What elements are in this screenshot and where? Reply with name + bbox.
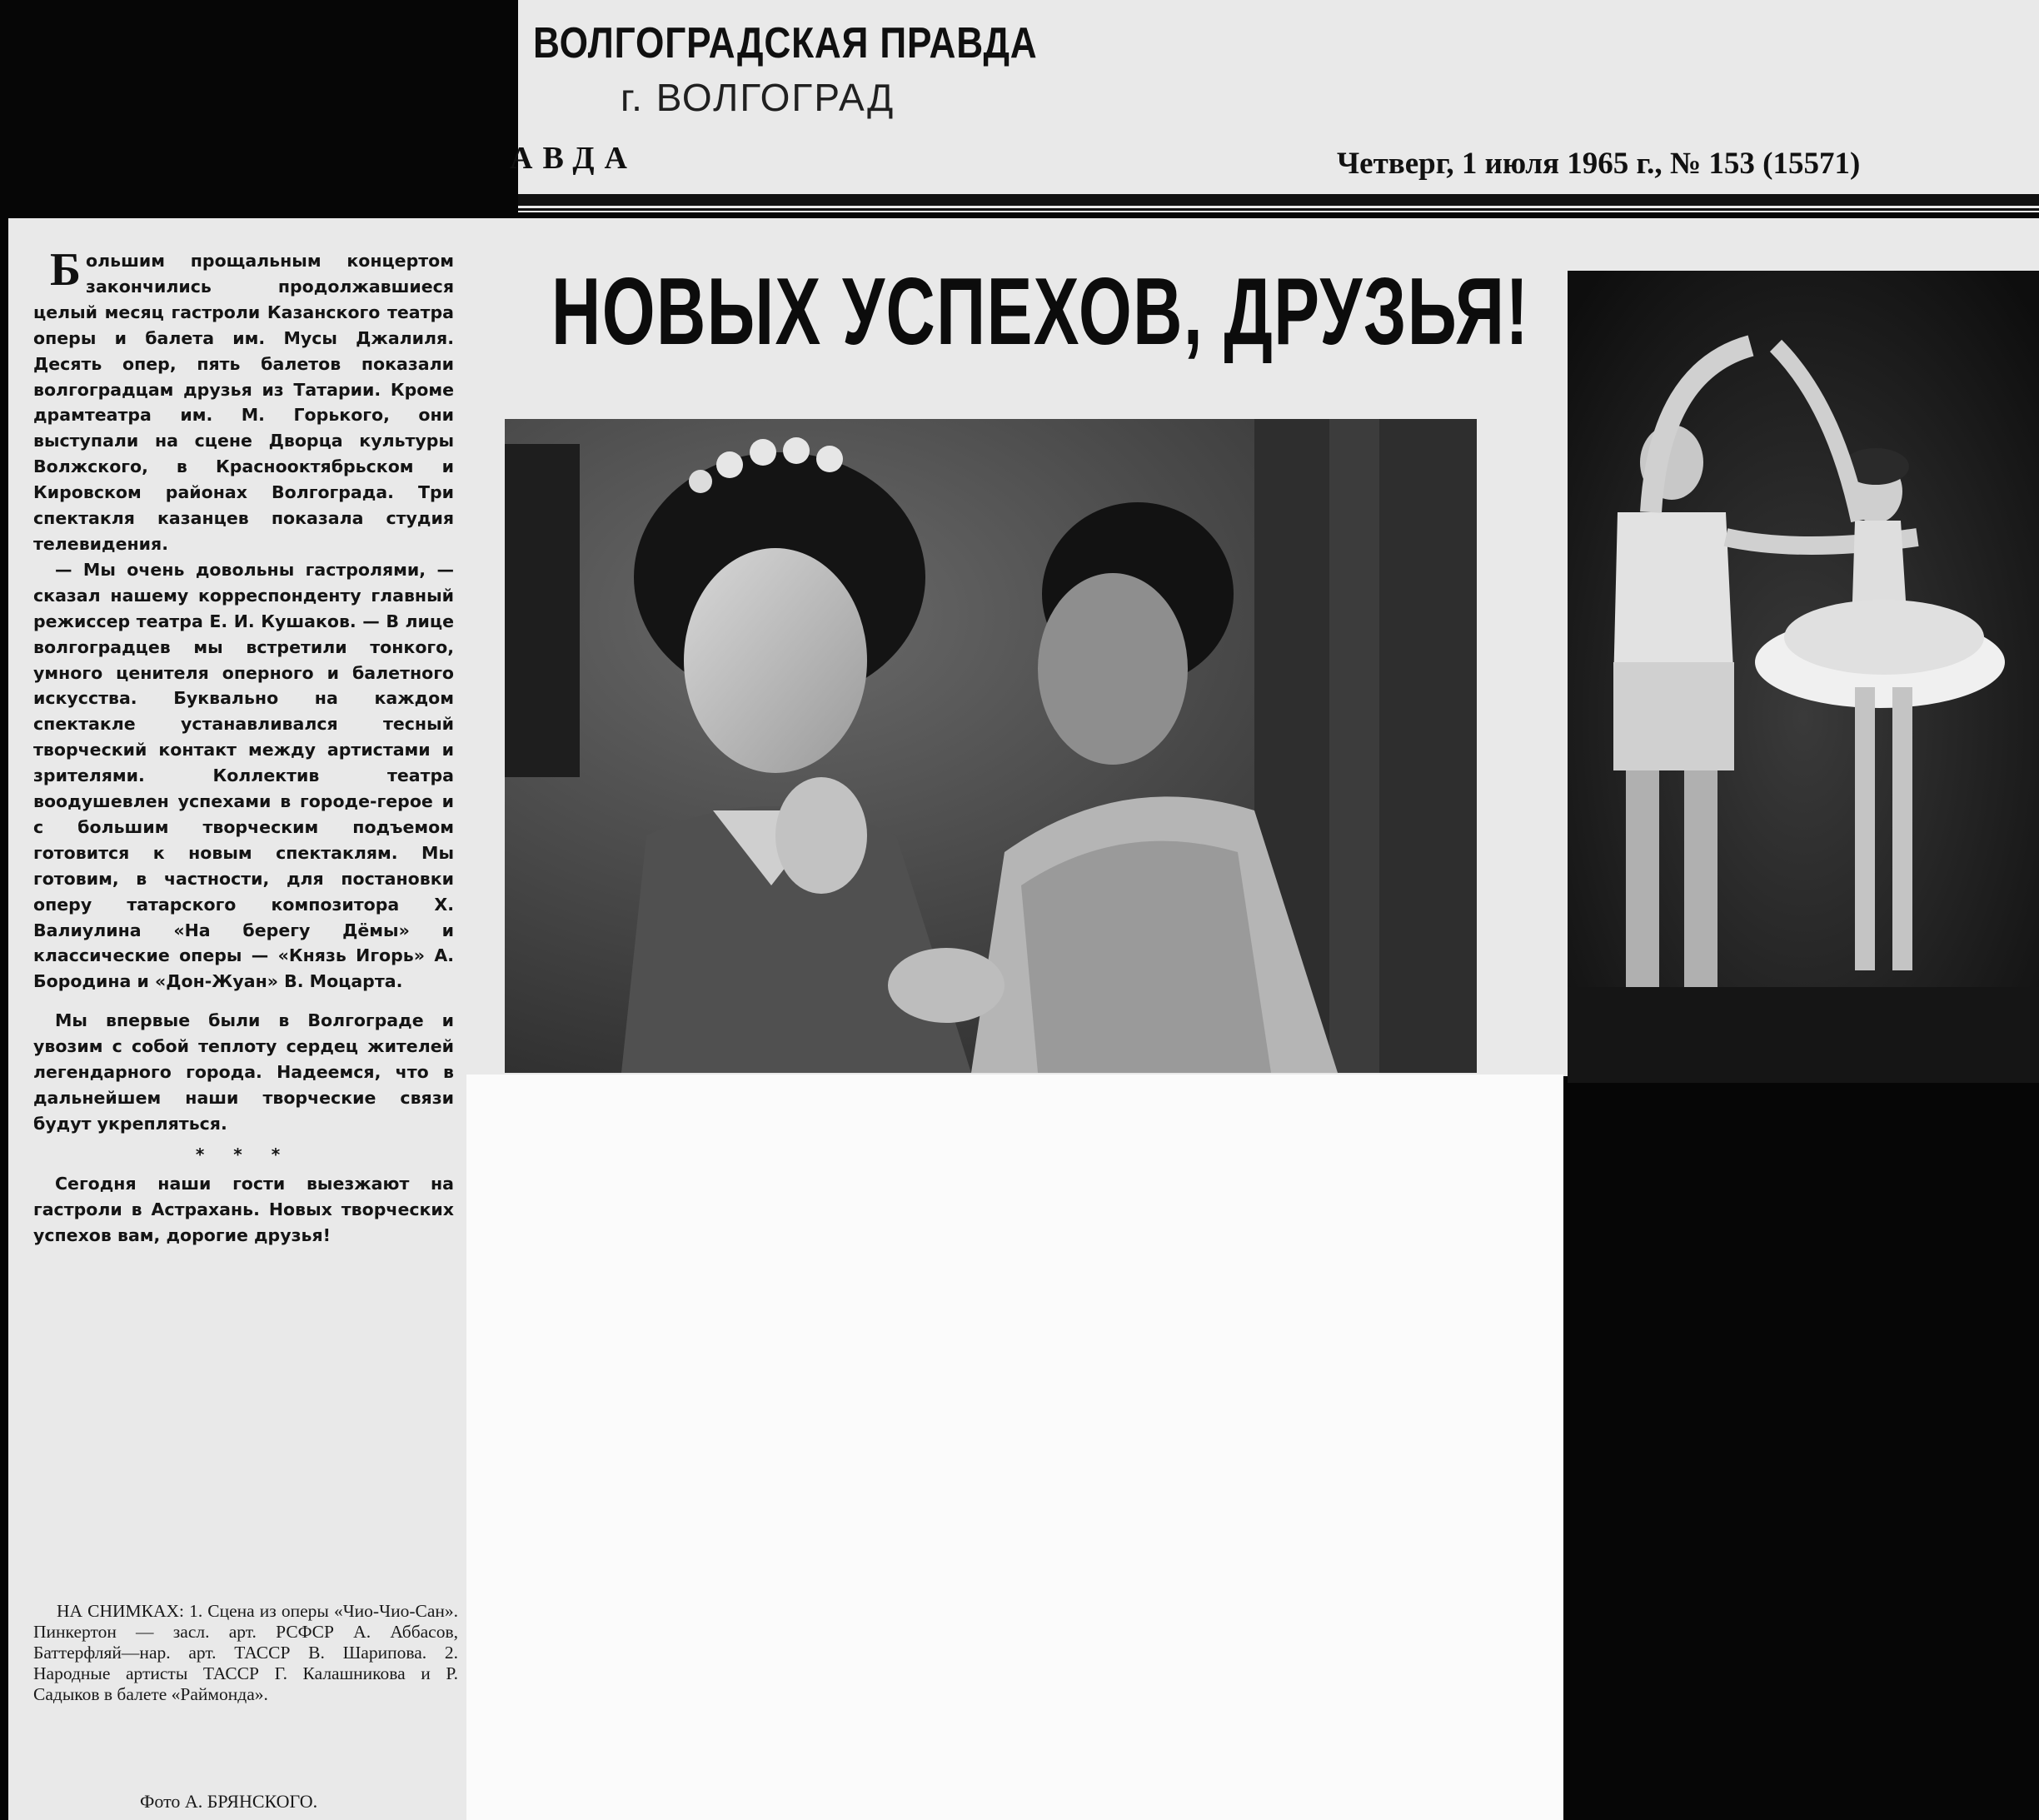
caption-text: НА СНИМКАХ: 1. Сцена из оперы «Чио-Чио-Сан». Пинкертон — засл. арт. РСФСР А. Аббасов, Баттерфляй—нар. арт. ТАССР В. Шарипова. 2. Народные артисты ТАССР Г. Калашникова и Р. Садыков в балете «Раймонда». bbox=[33, 1601, 458, 1704]
blank-paper-area bbox=[466, 1075, 1563, 1820]
article-headline: НОВЫХ УСПЕХОВ, ДРУЗЬЯ! bbox=[551, 259, 1530, 365]
article-body bbox=[33, 244, 454, 1248]
stamp-newspaper-name: ВОЛГОГРАДСКАЯ ПРАВДА bbox=[533, 19, 1038, 67]
photo-opera-scene bbox=[505, 419, 1477, 1073]
masthead-fragment: АВДА bbox=[510, 141, 637, 176]
photo-credit: Фото А. БРЯНСКОГО. bbox=[140, 1791, 318, 1812]
article-paragraph: — Мы очень довольны гастролями, — сказал нашему корреспонденту главный режиссер театра Е. И. Кушаков. — В лице волгоградцев мы встретили тонкого, умного ценителя оперного и балетного искусства. Буквально на каждом спектакле устанавливался тесный творческий контакт между артистами и зрителями. Коллектив театра воодушевлен успехами в городе-герое и с большим творческим подъемом готовится к новым спектаклям. Мы готовим, в частности, для постановки оперу татарского композитора Х. Валиулина «На берегу Дёмы» и классические оперы — «Князь Игорь» А. Бородина и «Дон-Жуан» В. Моцарта. bbox=[33, 559, 454, 992]
photo-ballet-scene-image bbox=[1568, 271, 2039, 1083]
dropcap: Б bbox=[50, 244, 82, 296]
article-paragraph: Мы впервые были в Волгограде и увозим с собой теплоту сердец жителей легендарного города. Надеемся, что в дальнейшем наши творческие связи будут укрепляться. bbox=[33, 1010, 454, 1134]
masthead-rule-thin bbox=[518, 208, 2039, 211]
photo-ballet-scene bbox=[1568, 271, 2039, 1083]
photo-caption bbox=[33, 1601, 458, 1705]
article-closing-paragraph: Сегодня наши гости выезжают на гастроли в Астрахань. Новых творческих успехов вам, дорогие друзья! bbox=[33, 1173, 454, 1245]
photo-opera-scene-image bbox=[505, 419, 1477, 1073]
section-separator: * * * bbox=[195, 1144, 292, 1164]
stamp-city: г. ВОЛГОГРАД bbox=[621, 76, 895, 119]
article-lead-text: ольшим прощальным концертом закончились продолжавшиеся целый месяц гастроли Казанского театра оперы и балета им. Мусы Джалиля. Десять опер, пять балетов показали волгоградцам друзья из Татарии. Кроме драмтеатра им. М. Горького, они выступали на сцене Дворца культуры Волжского, в Краснооктябрьском и Кировском районах Волгограда. Три спектакля казанцев показала студия телевидения. bbox=[33, 251, 454, 554]
issue-date-line: Четверг, 1 июля 1965 г., № 153 (15571) bbox=[1337, 147, 1861, 181]
masthead-rule bbox=[518, 194, 2039, 206]
newspaper-stamp bbox=[533, 18, 1133, 127]
article-lead-paragraph bbox=[33, 244, 454, 557]
